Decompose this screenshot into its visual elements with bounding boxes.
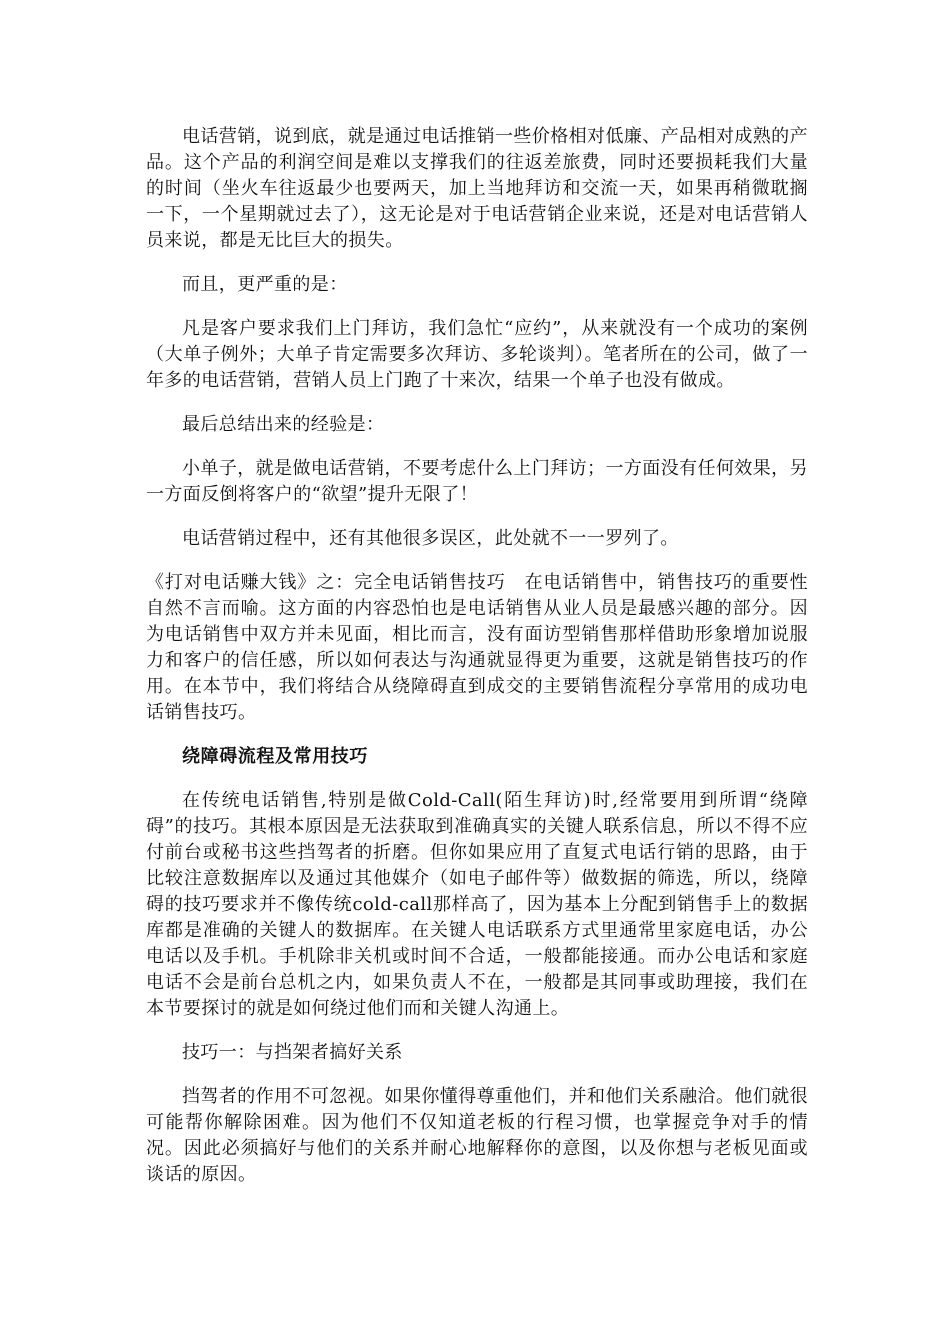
subheading-tip-one: 技巧一：与挡架者搞好关系 bbox=[182, 1042, 403, 1063]
paragraph-telemarketing-cost: 电话营销，说到底，就是通过电话推销一些价格相对低廉、产品相对成熟的产品。这个产品的利润空间是难以支撑我们的往返差旅费，同时还要损耗我们大量的时间（坐火车往返最少也要两天，加上当地拜访和交流一天，如果再稍微耽搁一下，一个星期就过去了），这无论是对于电话营销企业来说，还是对电话营销人员来说，都是无比巨大的损失。 bbox=[146, 126, 808, 251]
paragraph-small-orders: 小单子，就是做电话营销，不要考虑什么上门拜访；一方面没有任何效果，另一方面反倒将客户的“欲望”提升无限了！ bbox=[146, 458, 808, 505]
document-body bbox=[146, 124, 808, 1206]
paragraph-sales-skills-intro: 《打对电话赚大钱》之：完全电话销售技巧 在电话销售中，销售技巧的重要性自然不言而喻。这方面的内容恐怕也是电话销售从业人员是最感兴趣的部分。因为电话销售中双方并未见面，相比而言，没有面访型销售那样借助形象增加说服力和客户的信任感，所以如何表达与沟通就显得更为重要，这就是销售技巧的作用。在本节中，我们将结合从绕障碍直到成交的主要销售流程分享常用的成功电话销售技巧。 bbox=[146, 572, 808, 723]
section-heading-bypass-obstacles: 绕障碍流程及常用技巧 bbox=[182, 746, 368, 767]
paragraph-other-pitfalls: 电话营销过程中，还有其他很多误区，此处就不一一罗列了。 bbox=[182, 528, 679, 549]
paragraph-more-serious: 而且，更严重的是： bbox=[182, 274, 348, 295]
paragraph-lesson-intro: 最后总结出来的经验是： bbox=[182, 414, 385, 435]
paragraph-visit-failures: 凡是客户要求我们上门拜访，我们急忙“应约”，从来就没有一个成功的案例（大单子例外；大单子肯定需要多次拜访、多轮谈判）。笔者所在的公司，做了一年多的电话营销，营销人员上门跑了十来次，结果一个单子也没有做成。 bbox=[146, 318, 808, 391]
paragraph-cold-call: 在传统电话销售,特别是做Cold-Call(陌生拜访)时,经常要用到所谓“绕障碍”的技巧。其根本原因是无法获取到准确真实的关键人联系信息，所以不得不应付前台或秘书这些挡驾者的折磨。但你如果应用了直复式电话行销的思路，由于比较注意数据库以及通过其他媒介（如电子邮件等）做数据的筛选，所以，绕障碍的技巧要求并不像传统cold-call那样高了，因为基本上分配到销售手上的数据库都是准确的关键人的数据库。在关键人电话联系方式里通常里家庭电话，办公电话以及手机。手机除非关机或时间不合适，一般都能接通。而办公电话和家庭电话不会是前台总机之内，如果负责人不在，一般都是其同事或助理接，我们在本节要探讨的就是如何绕过他们而和关键人沟通上。 bbox=[146, 790, 808, 1019]
paragraph-gatekeeper: 挡驾者的作用不可忽视。如果你懂得尊重他们，并和他们关系融洽。他们就很可能帮你解除困难。因为他们不仅知道老板的行程习惯，也掌握竞争对手的情况。因此必须搞好与他们的关系并耐心地解释你的意图，以及你想与老板见面或谈话的原因。 bbox=[146, 1086, 808, 1185]
